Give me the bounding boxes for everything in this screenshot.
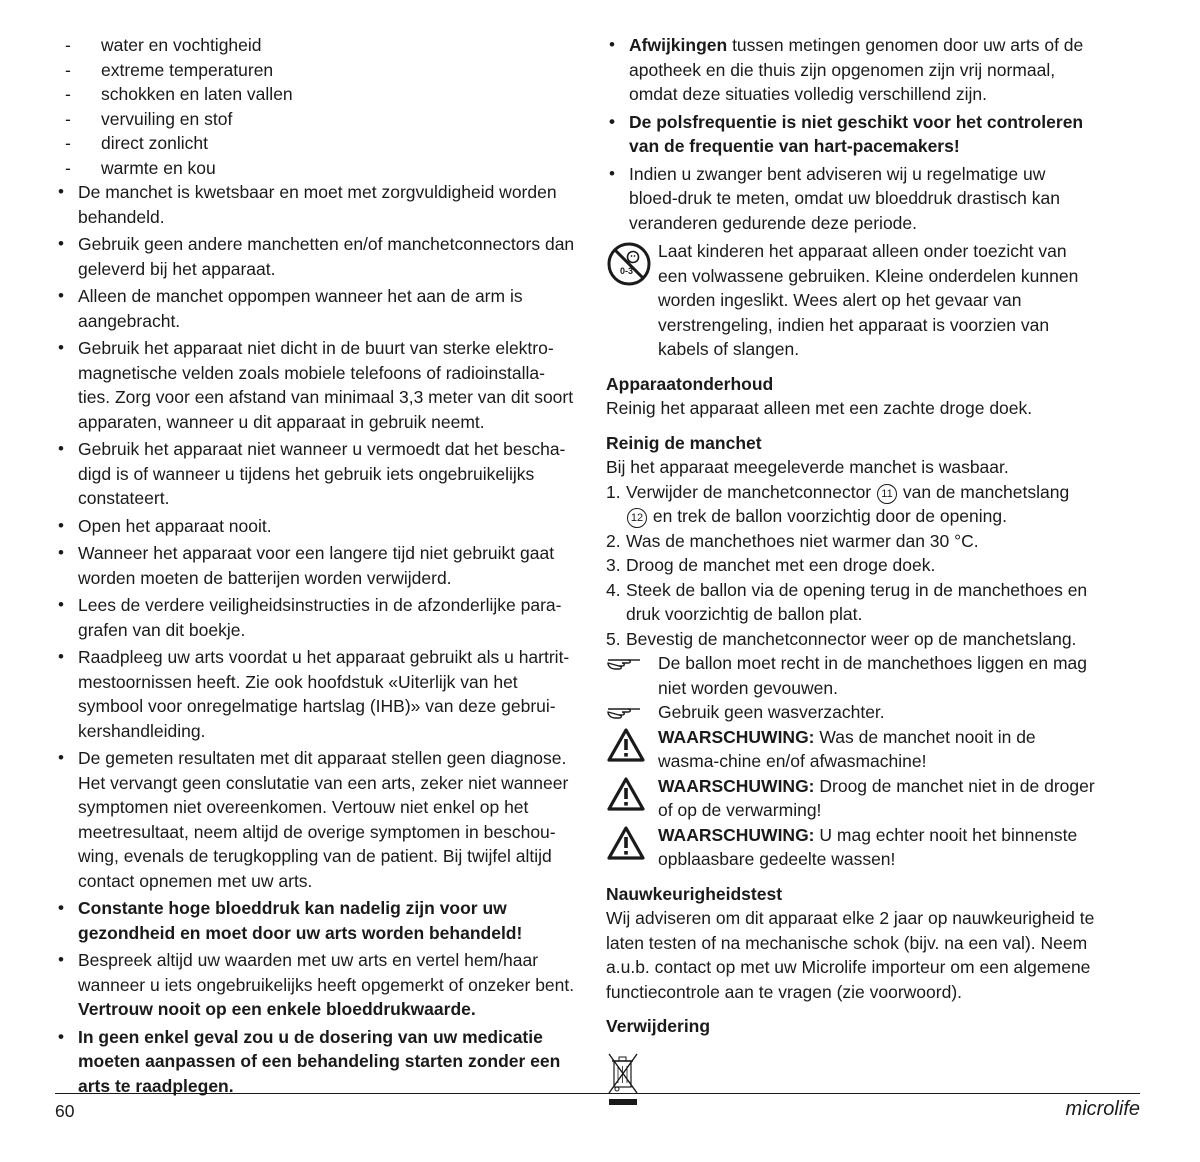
section-heading: Verwijdering [606,1016,711,1036]
info-bullets [606,33,1096,235]
step-item [606,480,1096,529]
step-item [606,529,1096,554]
item-text: Bespreek altijd uw waarden met uw arts en vertel hem/haar wanneer u iets ongebruikelijks heeft opgemerkt of onzeker bent. [78,950,575,995]
list-item: • Gebruik het apparaat niet wanneer u vermoedt dat het bescha-digd is of wanneer u tijdens het gebruik iets ongebruikelijks constateert. [55,437,577,511]
warning-text [658,774,1096,823]
cleaning-steps [606,480,1096,652]
step-text: Steek de ballon via de opening terug in de manchethoes en druk voorzichtig de ballon plat. [626,579,1088,624]
step-text: Was de manchethoes niet warmer dan 30 °C. [626,530,979,551]
step-number: 3. [606,555,621,575]
maintenance-section [606,372,1096,421]
item-text: tussen metingen genomen door uw arts of de apotheek en die thuis zijn opgenomen zijn vrij normaal, omdat deze situaties volledig verschillend zijn. [629,35,1084,104]
list-item: - vervuiling en stof [55,107,577,132]
no-children-0-3-icon [606,241,652,287]
brand-logo: microlife [1065,1098,1140,1120]
list-item: • De gemeten resultaten met dit apparaat stellen geen diagnose. Het vervangt geen conslutatie van een arts, zeker niet wanneer symptomen niet overeenkomen. Vertouw niet enkel op het meetresultaat, neem altijd de overige symptomen in beschou-wing, evenals de terugkoppling van de patient. Bij twijfel altijd contact opnemen met uw arts. [55,746,577,893]
pointing-hand-icon [606,701,642,723]
warning-note [606,725,1096,774]
cuff-section [606,431,1096,872]
list-item: • Wanneer het apparaat voor een langere tijd niet gebruikt gaat worden moeten de batterijen worden verwijderd. [55,541,577,590]
warning-label: WAARSCHUWING: [658,775,815,796]
footer-divider [55,1093,1140,1094]
section-text: Bij het apparaat meegeleverde manchet is wasbaar. [606,457,1009,477]
section-heading: Apparaatonderhoud [606,373,774,394]
child-icon-label: 0-3 [620,266,634,276]
step-text: Droog de manchet met een droge doek. [626,555,936,575]
list-item: - direct zonlicht [55,131,577,156]
warning-label: WAARSCHUWING: [658,824,815,845]
list-item-bold: • Constante hoge bloeddruk kan nadelig zijn voor uw gezondheid en moet door uw arts worden behandeld! [55,896,577,945]
page-number: 60 [55,1101,75,1121]
step-item [606,553,1096,578]
list-item: • Raadpleeg uw arts voordat u het apparaat gebruikt als u hartrit-mestoornissen heeft. Zie ook hoofdstuk «Uiterlijk van het symbool voor onregelmatige hartslag (IHB)» van deze gebrui-kershandleiding. [55,645,577,743]
item-emphasis: Afwijkingen [629,35,728,55]
environment-list [55,33,577,180]
warning-body: Droog de manchet niet in de droger of op de verwarming! [658,775,1095,820]
warning-label: WAARSCHUWING: [658,726,815,747]
hint-text: De ballon moet recht in de manchethoes liggen en mag niet worden gevouwen. [658,653,1088,698]
step-text: Verwijder de manchetconnector [626,481,876,502]
hint-text: Gebruik geen wasverzachter. [658,702,885,722]
list-item: - warmte en kou [55,156,577,181]
hint-note [606,651,1096,700]
list-item [606,33,1096,107]
left-column [55,33,577,1101]
list-item: - schokken en laten vallen [55,82,577,107]
reference-number: 11 [877,484,897,504]
list-item: - water en vochtigheid [55,33,577,58]
step-item [606,627,1096,652]
list-item: • Gebruik geen andere manchetten en/of manchetconnectors dan geleverd bij het apparaat. [55,232,577,281]
list-item: • Gebruik het apparaat niet dicht in de buurt van sterke elektro-magnetische velden zoals mobiele telefoons of radioinstalla-ties. Zorg voor een afstand van minimaal 3,3 meter van dit soort apparaten, wanneer u dit apparaat in gebruik neemt. [55,336,577,434]
reference-number: 12 [627,508,647,528]
section-heading: Reinig de manchet [606,432,762,453]
child-warning-text: Laat kinderen het apparaat alleen onder toezicht van een volwassene gebruiken. Kleine onderdelen kunnen worden ingeslikt. Wees alert op het gevaar van verstrengeling, indien het apparaat is voorzien van kabels of slangen. [658,241,1079,359]
list-item: • Alleen de manchet oppompen wanneer het aan de arm is aangebracht. [55,284,577,333]
list-item [55,948,577,1022]
step-text: Bevestig de manchetconnector weer op de manchetslang. [626,628,1077,649]
crossed-bin-icon [606,1051,640,1107]
warning-triangle-icon [606,825,646,861]
warning-note [606,823,1096,872]
hint-note [606,700,1096,725]
step-number: 2. [606,530,621,551]
warning-text [658,725,1096,774]
section-heading: Nauwkeurigheidstest [606,883,783,904]
list-item: • De manchet is kwetsbaar en moet met zorgvuldigheid worden behandeld. [55,180,577,229]
warning-triangle-icon [606,776,646,812]
list-item-bold: • In geen enkel geval zou u de dosering van uw medicatie moeten aanpassen of een behandeling starten zonder een arts te raadplegen. [55,1025,577,1099]
warning-text [658,823,1096,872]
step-text: van de manchetslang [898,481,1070,502]
list-item-bold: • De polsfrequentie is niet geschikt voor het controleren van de frequentie van hart-pacemakers! [606,110,1096,159]
disposal-section [606,1014,1096,1113]
safety-bullets [55,180,577,1098]
list-item: • Lees de verdere veiligheidsinstructies in de afzonderlijke para-grafen van dit boekje. [55,593,577,642]
step-item [606,578,1096,627]
accuracy-section [606,882,1096,1005]
warning-body: U mag echter nooit het binnenste opblaasbare gedeelte wassen! [658,824,1078,869]
step-text: en trek de ballon voorzichtig door de opening. [648,506,1007,526]
step-number: 1. [606,481,621,502]
warning-triangle-icon [606,727,646,763]
warning-note [606,774,1096,823]
right-column [606,33,1096,1113]
section-text: Wij adviseren om dit apparaat elke 2 jaar op nauwkeurigheid te laten testen of na mechanische schok (bijv. na een val). Neem a.u.b. contact op met uw Microlife importeur om een algemene functiecontrole aan te vragen (zie voorwoord). [606,908,1095,1002]
item-emphasis: Vertrouw nooit op een enkele bloeddrukwaarde. [78,999,476,1019]
pointing-hand-icon [606,652,642,674]
list-item: • Indien u zwanger bent adviseren wij u regelmatige uw bloed-druk te meten, omdat uw bloeddruk drastisch kan veranderen gedurende deze periode. [606,162,1096,236]
list-item: - extreme temperaturen [55,58,577,83]
warning-body: Was de manchet nooit in de wasma-chine en/of afwasmachine! [658,726,1036,771]
list-item: • Open het apparaat nooit. [55,514,577,539]
child-warning [606,239,1096,362]
step-number: 4. [606,579,621,600]
step-number: 5. [606,628,621,649]
section-text: Reinig het apparaat alleen met een zachte droge doek. [606,398,1033,418]
